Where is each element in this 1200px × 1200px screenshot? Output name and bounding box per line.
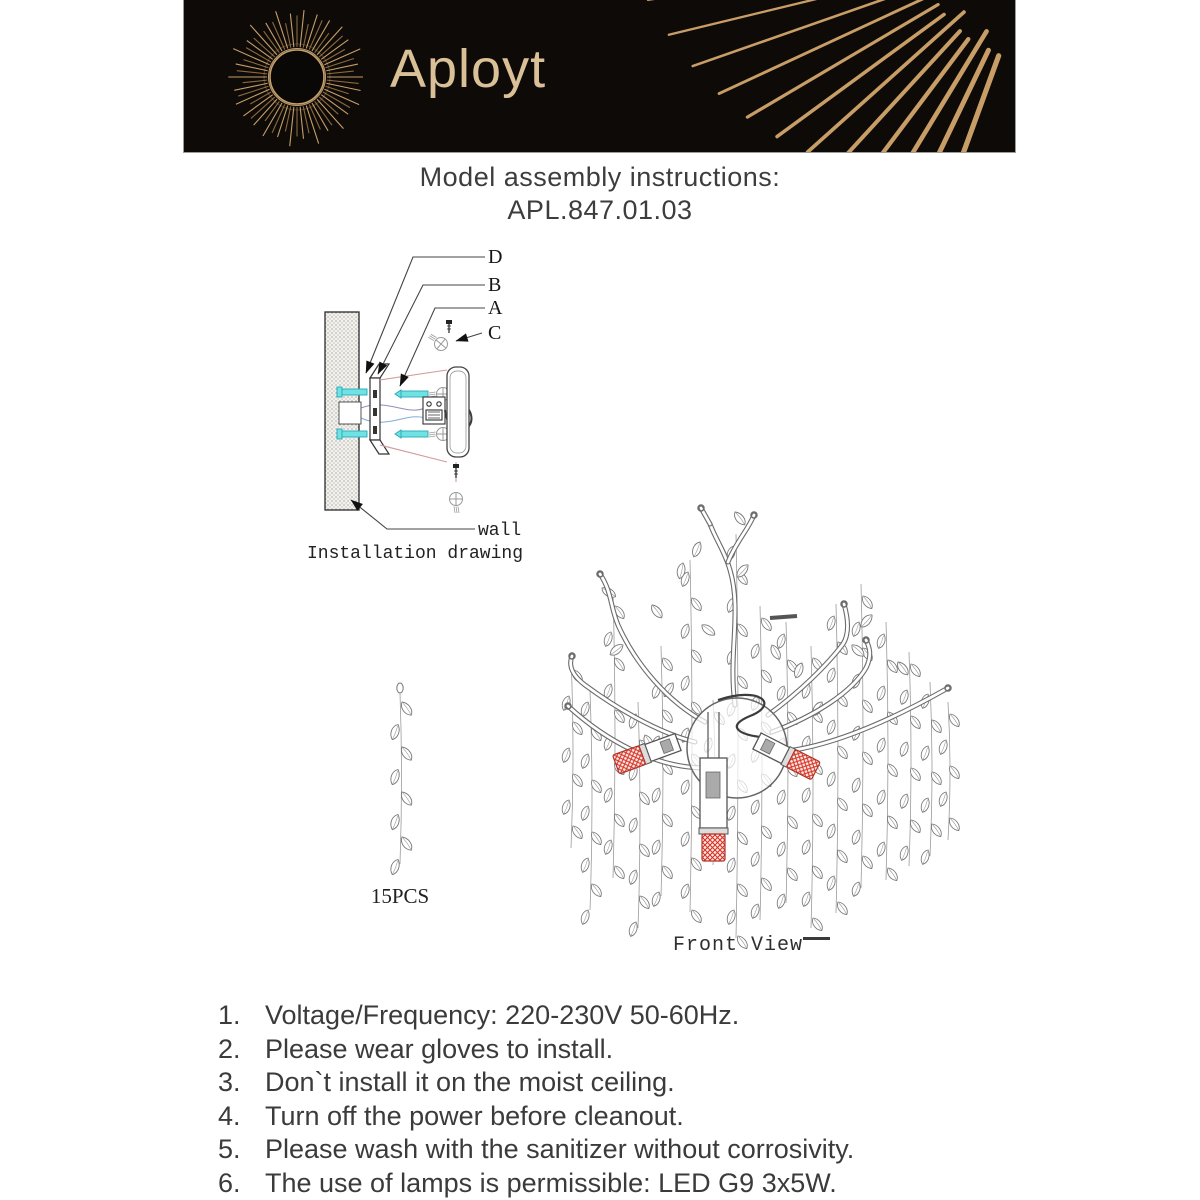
- strand-hook: [397, 683, 403, 693]
- strand-string: [638, 702, 640, 928]
- led-bulb: [702, 834, 725, 861]
- leaf-icon: [700, 622, 717, 639]
- sun-ray: [234, 83, 267, 90]
- leaf-icon: [936, 791, 950, 808]
- instruction-item: [218, 1100, 978, 1134]
- caption-overbar: [803, 937, 830, 940]
- leaf-icon: [860, 854, 874, 871]
- phillips-screw-icon: [426, 330, 450, 353]
- label-a: A: [488, 297, 503, 319]
- instruction-text: The use of lamps is permissible: LED G9 3x5W.: [265, 1167, 837, 1198]
- leaf-icon: [608, 642, 626, 657]
- leaf-icon: [918, 797, 932, 814]
- sun-ray: [237, 71, 267, 74]
- instruction-text: Please wear gloves to install.: [265, 1033, 614, 1064]
- sun-ray: [250, 25, 277, 55]
- leaf-icon: [388, 723, 402, 741]
- leaf-icon: [835, 744, 849, 761]
- leaf-icon: [578, 753, 592, 770]
- instruction-item: [218, 1033, 978, 1067]
- sun-ray: [290, 14, 294, 48]
- leaf-icon: [774, 789, 788, 806]
- leaf-icon: [649, 787, 663, 804]
- leaf-icon: [388, 768, 402, 786]
- model-number: APL.847.01.03: [507, 195, 693, 225]
- leaf-icon: [947, 764, 961, 781]
- label-d: D: [488, 246, 503, 268]
- leaf-icon: [649, 839, 663, 856]
- instruction-item: [218, 999, 978, 1033]
- leaf-icon: [578, 857, 592, 874]
- leaf-icon: [678, 831, 692, 848]
- leaf-icon: [748, 643, 762, 660]
- terminal-block: [423, 397, 445, 424]
- title-block: [0, 161, 1200, 227]
- leaf-icon: [660, 656, 674, 673]
- instruction-item: [218, 1133, 978, 1167]
- leaf-icon: [799, 839, 813, 856]
- front-view-diagram: [540, 480, 970, 960]
- banner-ray: [808, 12, 964, 152]
- leaf-icon: [824, 719, 838, 736]
- leaf-icon: [947, 816, 961, 833]
- leaf-icon: [908, 662, 922, 679]
- installation-caption: Installation drawing: [306, 544, 524, 564]
- leaf-icon: [626, 817, 640, 834]
- leaf-icon: [732, 510, 747, 528]
- leaf-icon: [637, 790, 651, 807]
- leaf-icon: [601, 631, 615, 648]
- instruction-number: 2.: [218, 1033, 241, 1064]
- instruction-text: Turn off the power before cleanout.: [265, 1100, 684, 1131]
- strand-string: [571, 658, 573, 848]
- leaf-icon: [936, 739, 950, 756]
- phillips-screw-icon: [450, 493, 463, 514]
- leaf-icon: [660, 864, 674, 881]
- installation-diagram: [295, 240, 535, 580]
- branch-inner: [571, 656, 695, 742]
- leaf-icon: [874, 685, 888, 702]
- strand-string: [811, 646, 813, 928]
- leaf-icon: [626, 869, 640, 886]
- leaf-icon: [689, 856, 703, 873]
- label-b: B: [488, 274, 502, 296]
- leaf-icon: [748, 799, 762, 816]
- leaf-icon: [399, 700, 413, 718]
- leaf-icon: [735, 882, 749, 899]
- leaf-icon: [835, 900, 849, 917]
- front-view-text: Front View: [673, 934, 804, 957]
- leaf-icon: [799, 787, 813, 804]
- leaf-icon: [678, 675, 692, 692]
- branch: [571, 656, 695, 742]
- sun-ray: [243, 80, 268, 83]
- sun-ray: [290, 107, 294, 146]
- instructions-list: [218, 999, 978, 1200]
- leaf-icon: [860, 594, 874, 611]
- leaf-icon: [601, 839, 615, 856]
- rays-decoration: [555, 0, 1015, 152]
- strand-string: [661, 646, 663, 896]
- leaf-icon: [849, 777, 863, 794]
- canopy: [447, 367, 469, 457]
- leaf-icon: [824, 667, 838, 684]
- leaf-icon: [897, 741, 911, 758]
- leaf-icon: [689, 541, 704, 559]
- leaf-icon: [570, 824, 584, 841]
- sun-ray: [317, 99, 343, 128]
- scale-dash: [770, 616, 797, 618]
- instruction-number: 5.: [218, 1134, 241, 1164]
- leaf-icon: [774, 841, 788, 858]
- brand-name: Aployt: [390, 39, 547, 99]
- leaf-icon: [897, 793, 911, 810]
- leaf-icon: [824, 875, 838, 892]
- leaf-icon: [388, 813, 402, 831]
- leaf-icon: [612, 864, 626, 881]
- leaf-icon: [689, 908, 703, 925]
- label-c: C: [488, 322, 502, 344]
- header-banner: [184, 0, 1015, 152]
- instruction-number: 6.: [218, 1167, 241, 1198]
- leaf-icon: [748, 851, 762, 868]
- leaf-icon: [799, 891, 813, 908]
- sunburst-logo-icon: [217, 7, 377, 147]
- leaf-icon: [589, 882, 603, 899]
- sun-ray: [300, 107, 303, 139]
- front-view-caption: [673, 934, 830, 957]
- leaf-icon: [785, 866, 799, 883]
- strand-string: [613, 594, 615, 878]
- leaf-icon: [874, 737, 888, 754]
- sun-ray: [300, 10, 304, 47]
- page-title: Model assembly instructions:: [419, 162, 781, 192]
- lamp-body-outline: [380, 370, 456, 482]
- instruction-text: Please wash with the sanitizer without corrosivity.: [265, 1134, 855, 1164]
- leaf-icon: [637, 894, 651, 911]
- leaf-icon: [678, 779, 692, 796]
- strand-count-label: 15PCS: [370, 884, 430, 908]
- sun-ray: [236, 64, 268, 71]
- leaf-icon: [601, 787, 615, 804]
- leaf-icon: [824, 823, 838, 840]
- leaf-icon: [824, 771, 838, 788]
- leaf-icon: [874, 841, 888, 858]
- sun-ray: [326, 83, 360, 90]
- strand-string: [861, 584, 863, 888]
- sun-ray: [317, 27, 342, 55]
- instruction-text: Don`t install it on the moist ceiling.: [265, 1067, 675, 1097]
- crystal-strand-part: [355, 672, 455, 917]
- instruction-text: Voltage/Frequency: 220-230V 50-60Hz.: [265, 1000, 740, 1030]
- instruction-number: 3.: [218, 1067, 241, 1097]
- sun-core: [270, 50, 324, 104]
- leaf-icon: [929, 822, 943, 839]
- leaf-icon: [874, 789, 888, 806]
- leaf-icon: [399, 835, 413, 853]
- sun-ray: [327, 71, 354, 74]
- leaf-icon: [649, 603, 664, 621]
- sun-ray: [326, 64, 358, 71]
- wall-label: wall: [478, 521, 522, 541]
- instruction-item: [218, 1167, 978, 1200]
- leaf-icon: [885, 866, 899, 883]
- strand-string: [909, 652, 911, 866]
- leaf-icon: [918, 745, 932, 762]
- leaf-icon: [559, 747, 573, 764]
- leaf-icon: [689, 596, 703, 613]
- leaf-icon: [589, 778, 603, 795]
- leaf-icon: [724, 857, 738, 874]
- mounting-bracket: [370, 364, 389, 454]
- instruction-item: [218, 1066, 978, 1100]
- leaf-icon: [897, 689, 911, 706]
- leaf-icon: [759, 876, 773, 893]
- leaf-icon: [578, 909, 592, 926]
- instruction-number: 1.: [218, 1000, 241, 1030]
- led-bulb: [613, 746, 646, 774]
- leaf-icon: [849, 829, 863, 846]
- leaf-icon: [810, 916, 824, 933]
- bracket-slots: [373, 390, 377, 434]
- leaf-icon: [678, 623, 692, 640]
- instruction-number: 4.: [218, 1100, 241, 1131]
- sun-ray: [327, 80, 359, 83]
- junction-box: [339, 402, 361, 424]
- leaf-icon: [559, 799, 573, 816]
- leaf-icon: [578, 805, 592, 822]
